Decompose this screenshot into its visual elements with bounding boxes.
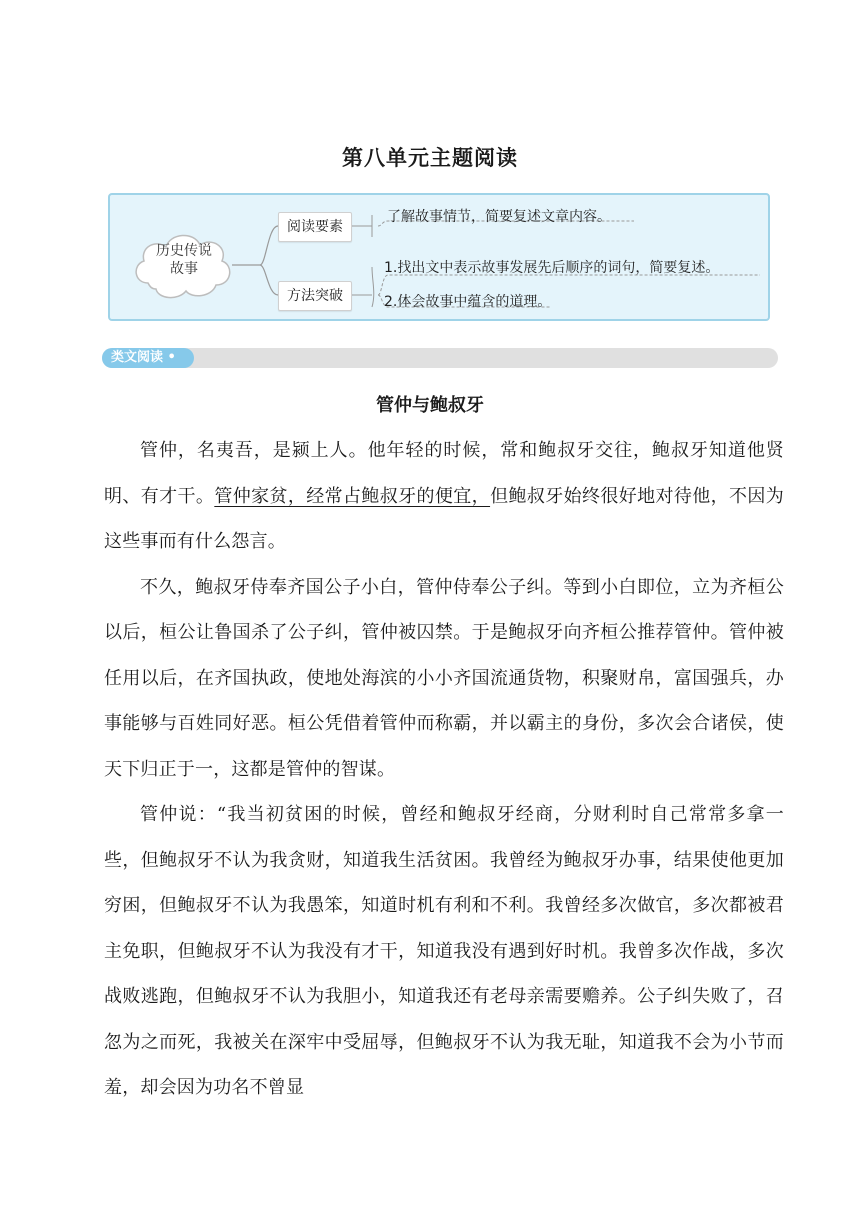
mind-map-center [136, 242, 232, 278]
branch-reading-elements: 阅读要素 [278, 212, 352, 242]
paragraph-1 [104, 428, 784, 565]
page-title: 第八单元主题阅读 [342, 146, 518, 170]
paragraph-1-end: 但鲍叔牙始终很好地对待他，不因为这些事而有什么怨言。 [104, 485, 785, 552]
article-body [104, 428, 784, 1111]
paragraph-3: 管仲说：“我当初贫困的时候，曾经和鲍叔牙经商，分财利时自己常常多拿一些，但鲍叔牙不认为我贪财，知道我生活贫困。我曾经为鲍叔牙办事，结果使他更加穷困，但鲍叔牙不认为我愚笨，知道时机有利和不利。我曾经多次做官，多次都被君主免职，但鲍叔牙不认为我没有才干，知道我没有遇到好时机。我曾多次作战，多次战败逃跑，但鲍叔牙不认为我胆小，知道我还有老母亲需要赡养。公子纠失败了，召忽为之而死，我被关在深牢中受屈辱，但鲍叔牙不认为我无耻，知道我不会为小节而羞，却会因为功名不曾显 [104, 804, 784, 1098]
paragraph-1-start: 管仲，名夷吾，是颍上人。他年轻的时候，常和鲍叔牙交往，鲍叔牙知道他贤明、有才干。 [104, 440, 784, 507]
section-tag [102, 348, 194, 368]
section-tag-label: 类文阅读 [111, 350, 164, 365]
leaf-method-1: 1.找出文中表示故事发展先后顺序的词句，简要复述。 [384, 260, 720, 276]
article-title: 管仲与鲍叔牙 [376, 395, 484, 416]
leaf-method-2: 2.体会故事中蕴含的道理。 [384, 294, 552, 310]
bullet-dot-icon: • [163, 350, 176, 365]
mind-map-center-line-2: 故事 [170, 261, 198, 277]
mind-map-center-line-1: 历史传说 [156, 243, 212, 259]
section-banner [102, 348, 778, 368]
paragraph-2: 不久，鲍叔牙侍奉齐国公子小白，管仲侍奉公子纠。等到小白即位，立为齐桓公以后，桓公让鲁国杀了公子纠，管仲被囚禁。于是鲍叔牙向齐桓公推荐管仲。管仲被任用以后，在齐国执政，使地处海滨的小小齐国流通货物，积聚财帛，富国强兵，办事能够与百姓同好恶。桓公凭借着管仲而称霸，并以霸主的身份，多次会合诸侯，使天下归正于一，这都是管仲的智谋。 [104, 576, 784, 780]
branch-method-breakthrough: 方法突破 [278, 281, 352, 311]
mind-map [108, 193, 770, 321]
underlined-sentence: 管仲家贫，经常占鲍叔牙的便宜， [214, 485, 491, 507]
leaf-reading-element-1: 了解故事情节，简要复述文章内容。 [387, 209, 611, 225]
